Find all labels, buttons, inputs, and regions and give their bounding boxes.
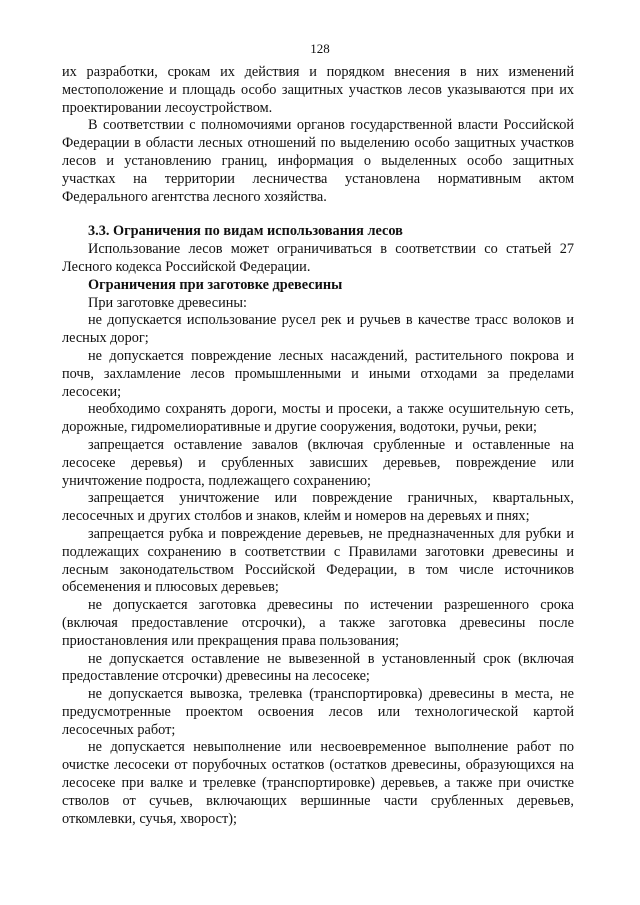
list-item: не допускается повреждение лесных насаждений, растительного покрова и почв, захламление лесов промышленными и иными отходами за пределами лесосеки; bbox=[62, 347, 574, 400]
list-item: необходимо сохранять дороги, мосты и просеки, а также осушительную сеть, дорожные, гидромелиоративные и другие сооружения, водотоки, ручьи, реки; bbox=[62, 401, 574, 436]
page-number: 128 bbox=[310, 41, 330, 56]
spacer bbox=[62, 206, 574, 223]
list-item: не допускается вывозка, трелевка (транспортировка) древесины в места, не предусмотренные проектом освоения лесов или технологической картой лесосечных работ; bbox=[62, 686, 574, 738]
section-heading: 3.3. Ограничения по видам использования лесов bbox=[88, 223, 403, 240]
list-item: запрещается оставление завалов (включая срубленные и оставленные на лесосеке деревья) и срубленных зависших деревьев, повреждение или уничтожение подроста, подлежащего сохранению; bbox=[62, 436, 574, 489]
list-item: запрещается рубка и повреждение деревьев, не предназначенных для рубки и подлежащих сохранению в соответствии с Правилами заготовки древесины и лесным законодательством Российской Федерации, в том числе источников обсеменения и плюсовых деревьев; bbox=[62, 525, 574, 596]
list-item: не допускается оставление не вывезенной в установленный срок (включая предоставление отсрочки) древесины на лесосеке; bbox=[62, 650, 574, 685]
paragraph: При заготовке древесины: bbox=[88, 294, 247, 311]
list-item: запрещается уничтожение или повреждение граничных, квартальных, лесосечных и других столбов и знаков, клейм и номеров на деревьях и пнях; bbox=[62, 490, 574, 525]
paragraph: В соответствии с полномочиями органов государственной власти Российской Федерации в области лесных отношений по выделению особо защитных участков лесов и установлению границ, информация о выделенных особо защитных участках на территории лесничества установлена нормативным актом Федерального агентства лесного хозяйства. bbox=[62, 117, 574, 205]
list-item: не допускается использование русел рек и ручьев в качестве трасс волоков и лесных дорог; bbox=[62, 312, 574, 347]
page-body bbox=[62, 64, 574, 828]
list-item: не допускается невыполнение или несвоевременное выполнение работ по очистке лесосеки от порубочных остатков (остатков древесины, образующихся на лесосеке при валке и трелевке (транспортировке) деревьев, а также при очистке стволов от сучьев, включающих вершинные части срубленных деревьев, откомлевки, сучья, хворост); bbox=[62, 739, 574, 827]
list-item: не допускается заготовка древесины по истечении разрешенного срока (включая предоставление отсрочки), а также заготовка древесины после приостановления или прекращения права пользования; bbox=[62, 597, 574, 649]
paragraph: их разработки, срокам их действия и порядком внесения в них изменений местоположение и площадь особо защитных участков лесов указываются при их проектировании лесоустройством. bbox=[62, 64, 574, 116]
subsection-heading: Ограничения при заготовке древесины bbox=[88, 276, 343, 293]
paragraph: Использование лесов может ограничиваться в соответствии со статьей 27 Лесного кодекса Российской Федерации. bbox=[62, 241, 574, 275]
